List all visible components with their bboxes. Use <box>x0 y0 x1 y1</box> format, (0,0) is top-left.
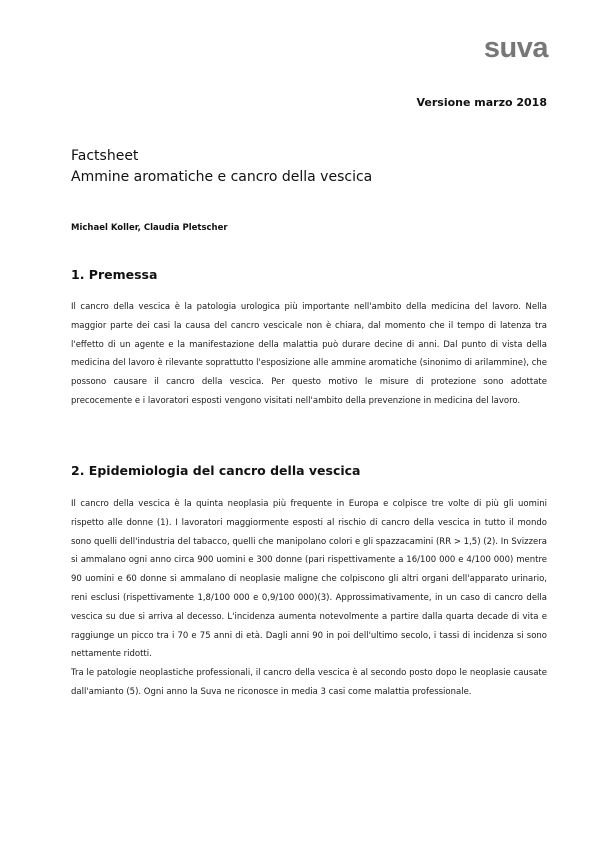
section-heading-premessa: 1. Premessa <box>71 267 158 282</box>
title-line-factsheet: Factsheet <box>71 148 139 164</box>
version-date: Versione marzo 2018 <box>416 96 547 109</box>
section-body-epidemiologia <box>71 495 547 702</box>
paragraph: Il cancro della vescica è la patologia urologica più importante nell'ambito della medicina del lavoro. Nella maggior parte dei casi la causa del cancro vescicale non è chiara, dal momento che il tempo di latenza tra l'effetto di un agente e la manifestazione della malattia può durare decine di anni. Dal punto di vista della medicina del lavoro è rilevante soprattutto l'esposizione alle ammine aromatiche (sinonimo di arilammine), che possono causare il cancro della vescica. Per questo motivo le misure di protezione sono adottate precocemente e i lavoratori esposti vengono visitati nell'ambito della prevenzione in medicina del lavoro. <box>71 302 547 406</box>
section-body-premessa <box>71 298 547 411</box>
authors: Michael Koller, Claudia Pletscher <box>71 223 228 233</box>
paragraph: Tra le patologie neoplastiche professionali, il cancro della vescica è al secondo posto dopo le neoplasie causate dall'amianto (5). Ogni anno la Suva ne riconosce in media 3 casi come malattia professionale. <box>71 668 547 697</box>
suva-logo: suva <box>483 32 548 64</box>
title-line-topic: Ammine aromatiche e cancro della vescica <box>71 169 373 185</box>
paragraph: Il cancro della vescica è la quinta neoplasia più frequente in Europa e colpisce tre volte di più gli uomini rispetto alle donne (1). I lavoratori maggiormente esposti al rischio di cancro della vescica in tutto il mondo sono quelli dell'industria del tabacco, quelli che manipolano colori e gli spazzacamini (RR > 1,5) (2). In Svizzera si ammalano ogni anno circa 900 uomini e 300 donne (pari rispettivamente a 16/100 000 e 4/100 000) mentre 90 uomini e 60 donne si ammalano di neoplasie maligne che colpiscono gli altri organi dell'apparato urinario, reni esclusi (rispettivamente 1,8/100 000 e 0,9/100 000)(3). Approssimativamente, in un caso di cancro della vescica su due si arriva al decesso. L'incidenza aumenta notevolmente a partire dalla quarta decade di vita e raggiunge un picco tra i 70 e 75 anni di età. Dagli anni 90 in poi dell'ultimo secolo, i tassi di incidenza si sono nettamente ridotti. <box>71 499 547 660</box>
section-heading-epidemiologia: 2. Epidemiologia del cancro della vescica <box>71 463 361 478</box>
document-title <box>71 146 541 188</box>
